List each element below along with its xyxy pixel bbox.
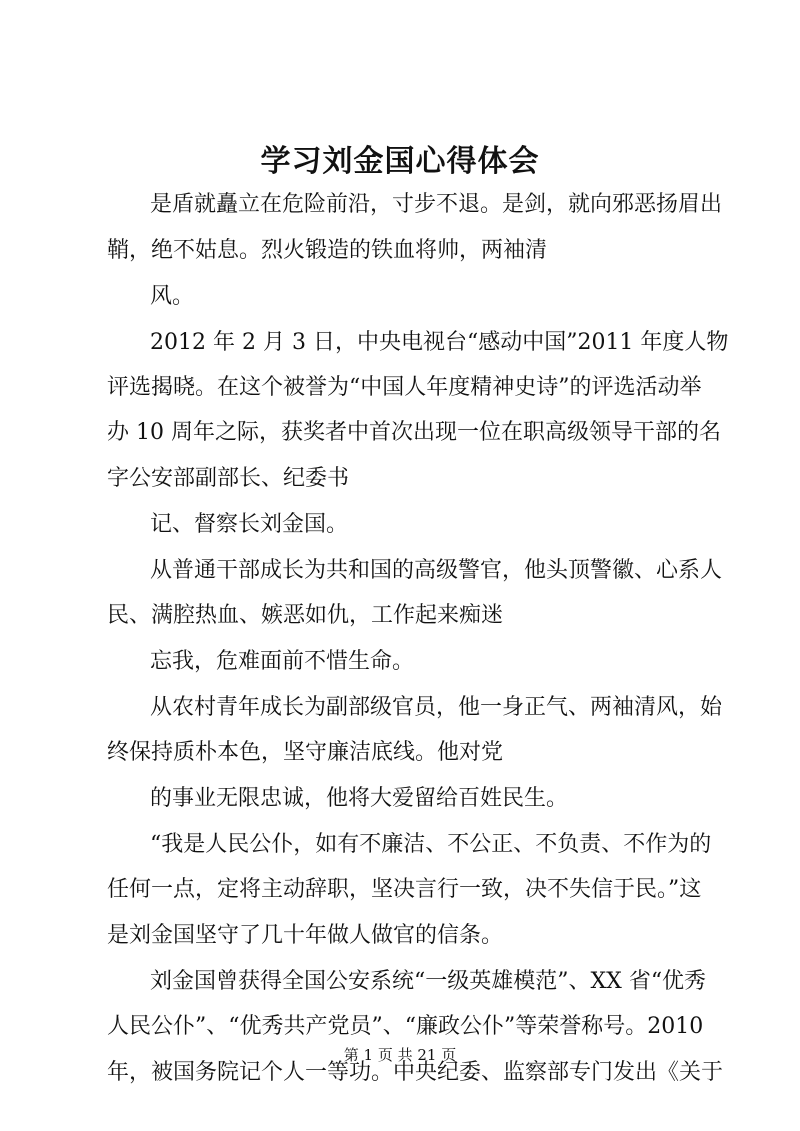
body-line: 人民公仆”、“优秀共产党员”、“廉政公仆”等荣誉称号。2010: [107, 1014, 704, 1039]
body-line: 风。: [150, 284, 195, 309]
body-line: 民、满腔热血、嫉恶如仇，工作起来痴迷: [107, 603, 504, 628]
body-line: 从普通干部成长为共和国的高级警官，他头顶警徽、心系人: [150, 558, 723, 583]
body-line: 终保持质朴本色，坚守廉洁底线。他对党: [107, 740, 504, 765]
body-line: 任何一点，定将主动辞职，坚决言行一致，决不失信于民。”这: [107, 877, 702, 902]
body-line: 评选揭晓。在这个被誉为“中国人年度精神史诗”的评选活动举: [107, 375, 702, 400]
body-line: 字公安部副部长、纪委书: [107, 466, 350, 491]
body-line: “我是人民公仆，如有不廉洁、不公正、不负责、不作为的: [150, 832, 712, 857]
body-line: 是刘金国坚守了几十年做人做官的信条。: [107, 923, 504, 948]
body-line: 年，被国务院记个人一等功。中央纪委、监察部专门发出《关于: [107, 1060, 724, 1085]
page-number-footer: 第 1 页 共 21 页: [343, 1046, 457, 1064]
body-line: 2012 年 2 月 3 日，中央电视台“感动中国”2011 年度人物: [150, 330, 729, 355]
body-line: 办 10 周年之际，获奖者中首次出现一位在职高级领导干部的名: [107, 420, 721, 445]
body-line: 记、督察长刘金国。: [150, 512, 349, 537]
document-title: 学习刘金国心得体会: [260, 144, 540, 179]
body-line: 从农村青年成长为副部级官员，他一身正气、两袖清风，始: [150, 695, 723, 720]
body-line: 刘金国曾获得全国公安系统“一级英雄模范”、XX 省“优秀: [150, 969, 707, 994]
body-line: 的事业无限忠诚，他将大爱留给百姓民生。: [150, 786, 569, 811]
body-line: 忘我，危难面前不惜生命。: [150, 649, 415, 674]
body-line: 是盾就矗立在危险前沿，寸步不退。是剑，就向邪恶扬眉出: [150, 192, 723, 217]
body-line: 鞘，绝不姑息。烈火锻造的铁血将帅，两袖清: [107, 238, 548, 263]
